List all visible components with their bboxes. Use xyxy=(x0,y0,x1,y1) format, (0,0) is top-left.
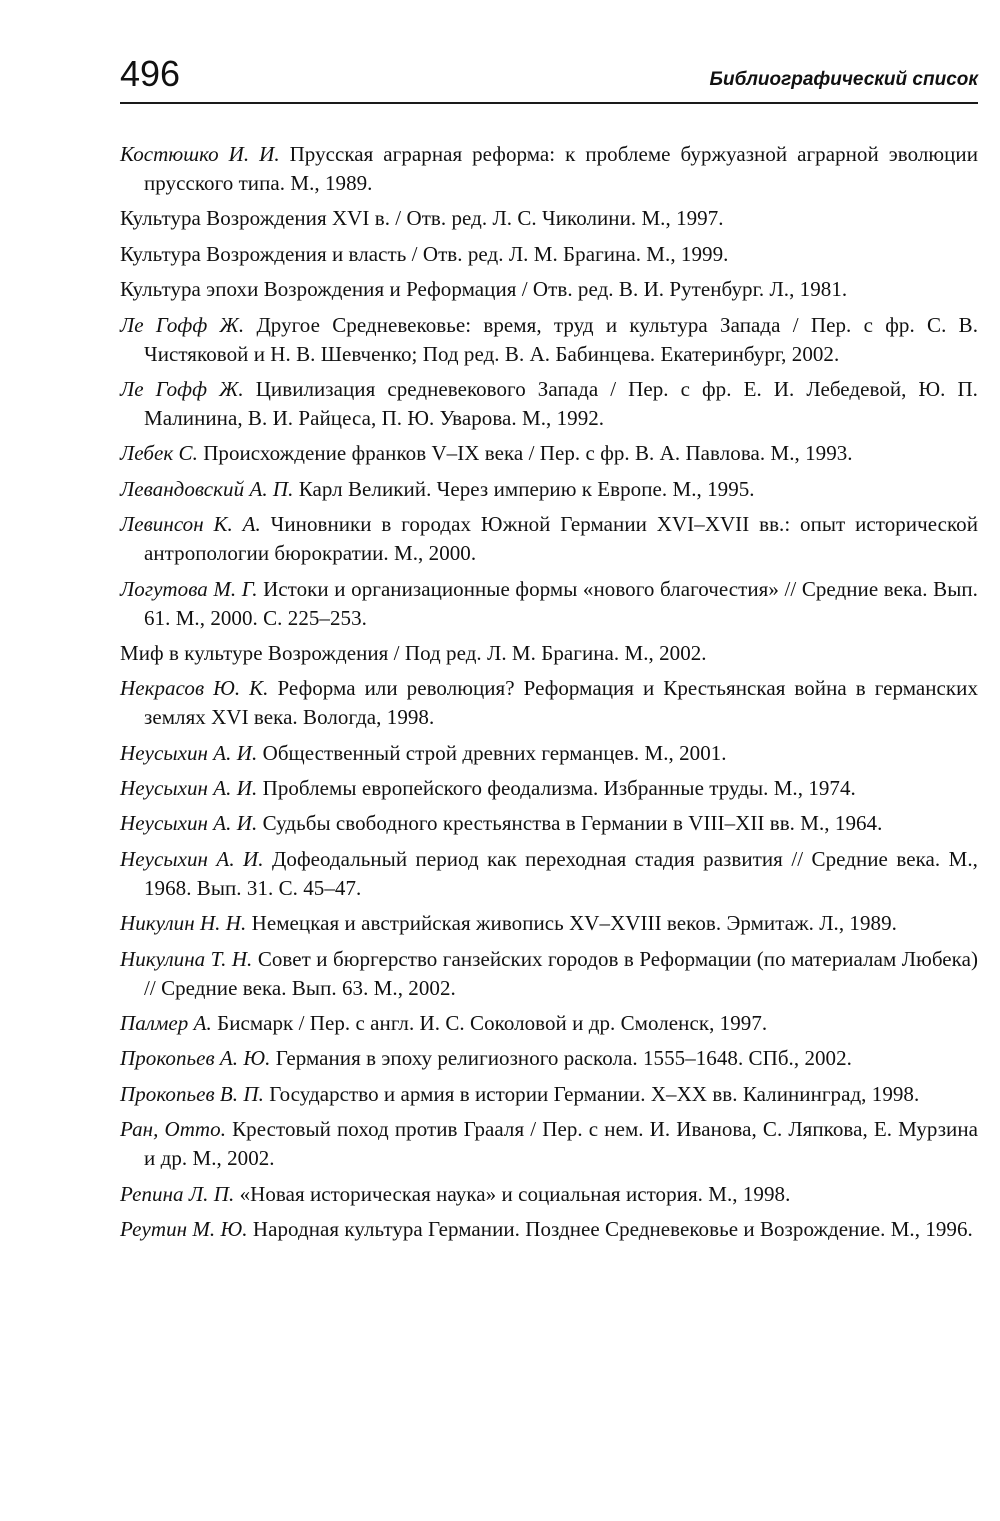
bibliography-entry xyxy=(120,275,978,304)
entry-text: Проблемы европейского феодализма. Избранные труды. М., 1974. xyxy=(262,776,856,801)
bibliography-entry xyxy=(120,375,978,433)
entry-text: Германия в эпоху религиозного раскола. 1555–1648. СПб., 2002. xyxy=(275,1046,852,1071)
section-title: Библиографический список xyxy=(709,69,978,90)
bibliography-entry xyxy=(120,240,978,269)
page-number: 496 xyxy=(120,53,181,94)
entry-text: Реформа или революция? Реформация и Крестьянская война в германских землях XVI века. Вологда, 1998. xyxy=(144,676,979,730)
bibliography-entry xyxy=(120,945,978,1003)
entry-text: Крестовый поход против Грааля / Пер. с нем. И. Иванова, С. Ляпкова, Е. Мурзина и др. М., 2002. xyxy=(144,1117,978,1171)
bibliography-entry xyxy=(120,909,978,938)
entry-text: Немецкая и австрийская живопись XV–XVIII веков. Эрмитаж. Л., 1989. xyxy=(251,911,897,936)
entry-author: Костюшко И. И. xyxy=(120,142,280,166)
bibliography-entry xyxy=(120,1180,978,1209)
entry-author: Лебек С. xyxy=(120,441,198,466)
entry-author: Ран, Отто. xyxy=(120,1117,227,1142)
entry-text: Культура эпохи Возрождения и Реформация / Отв. ред. В. И. Рутенбург. Л., 1981. xyxy=(120,277,848,302)
bibliography-entry xyxy=(120,1080,978,1109)
entry-author: Логутова М. Г. xyxy=(120,576,258,601)
bibliography-entry xyxy=(120,674,978,732)
entry-text: Совет и бюргерство ганзейских городов в Реформации (по материалам Любека) // Средние века. Вып. 63. М., 2002. xyxy=(144,946,978,1000)
entry-author: Никулина Т. Н. xyxy=(120,946,253,971)
running-head xyxy=(120,52,978,104)
entry-text: Карл Великий. Через империю к Европе. М., 1995. xyxy=(298,476,755,501)
bibliography-entry xyxy=(120,204,978,233)
entry-text: Прусская аграрная реформа: к проблеме буржуазной аграрной эволюции прусского типа. М., 1989. xyxy=(144,142,978,195)
entry-text: Происхождение франков V–IX века / Пер. с фр. В. А. Павлова. М., 1993. xyxy=(203,441,853,466)
entry-author: Некрасов Ю. К. xyxy=(120,676,269,701)
bibliography-entry xyxy=(120,809,978,838)
bibliography-entry xyxy=(120,1215,978,1244)
bibliography-entry xyxy=(120,510,978,568)
bibliography-entry xyxy=(120,475,978,504)
entry-author: Неусыхин А. И. xyxy=(120,740,258,765)
bibliography-entry xyxy=(120,311,978,369)
entry-text: «Новая историческая наука» и социальная история. М., 1998. xyxy=(239,1181,791,1206)
entry-author: Ле Гофф Ж. xyxy=(120,376,244,401)
entry-author: Неусыхин А. И. xyxy=(120,811,258,836)
entry-text: Народная культура Германии. Позднее Средневековье и Возрождение. М., 1996. xyxy=(252,1216,973,1241)
entry-author: Никулин Н. Н. xyxy=(120,911,247,936)
entry-text: Бисмарк / Пер. с англ. И. С. Соколовой и др. Смоленск, 1997. xyxy=(217,1011,768,1036)
entry-author: Неусыхин А. И. xyxy=(120,776,258,801)
bibliography-entry xyxy=(120,140,978,198)
bibliography-entry xyxy=(120,739,978,768)
bibliography-list xyxy=(120,140,978,1250)
entry-author: Ле Гофф Ж. xyxy=(120,312,245,337)
bibliography-entry xyxy=(120,845,978,903)
bibliography-entry xyxy=(120,1009,978,1038)
entry-text: Истоки и организационные формы «нового благочестия» // Средние века. Вып. 61. М., 2000. С. 225–253. xyxy=(144,576,978,630)
bibliography-entry xyxy=(120,1044,978,1073)
entry-text: Судьбы свободного крестьянства в Германии в VIII–XII вв. М., 1964. xyxy=(262,811,883,836)
entry-text: Чиновники в городах Южной Германии XVI–XVII вв.: опыт исторической антропологии бюрократии. М., 2000. xyxy=(144,512,978,566)
entry-text: Культура Возрождения и власть / Отв. ред. Л. М. Брагина. М., 1999. xyxy=(120,241,729,266)
entry-text: Общественный строй древних германцев. М., 2001. xyxy=(262,740,727,765)
entry-text: Цивилизация средневекового Запада / Пер. с фр. Е. И. Лебедевой, Ю. П. Малинина, В. И. Райцеса, П. Ю. Уварова. М., 1992. xyxy=(144,376,978,430)
bibliography-entry xyxy=(120,774,978,803)
bibliography-entry xyxy=(120,639,978,668)
entry-text: Другое Средневековье: время, труд и культура Запада / Пер. с фр. С. В. Чистяковой и Н. В. Шевченко; Под ред. В. А. Бабинцева. Екатеринбург, 2002. xyxy=(144,312,978,366)
entry-author: Палмер А. xyxy=(120,1011,212,1036)
bibliography-entry xyxy=(120,1115,978,1173)
entry-text: Культура Возрождения XVI в. / Отв. ред. Л. С. Чиколини. М., 1997. xyxy=(120,206,724,231)
bibliography-entry xyxy=(120,439,978,468)
entry-author: Реутин М. Ю. xyxy=(120,1216,248,1241)
entry-text: Государство и армия в истории Германии. X–XX вв. Калининград, 1998. xyxy=(269,1081,920,1106)
entry-text: Миф в культуре Возрождения / Под ред. Л. М. Брагина. М., 2002. xyxy=(120,640,707,665)
bibliography-entry xyxy=(120,575,978,633)
entry-author: Прокопьев А. Ю. xyxy=(120,1046,271,1071)
entry-author: Левандовский А. П. xyxy=(120,476,294,501)
entry-author: Прокопьев В. П. xyxy=(120,1081,264,1106)
entry-text: Дофеодальный период как переходная стадия развития // Средние века. М., 1968. Вып. 31. С. 45–47. xyxy=(144,846,978,900)
entry-author: Неусыхин А. И. xyxy=(120,846,264,871)
entry-author: Репина Л. П. xyxy=(120,1181,235,1206)
entry-author: Левинсон К. А. xyxy=(120,512,261,537)
